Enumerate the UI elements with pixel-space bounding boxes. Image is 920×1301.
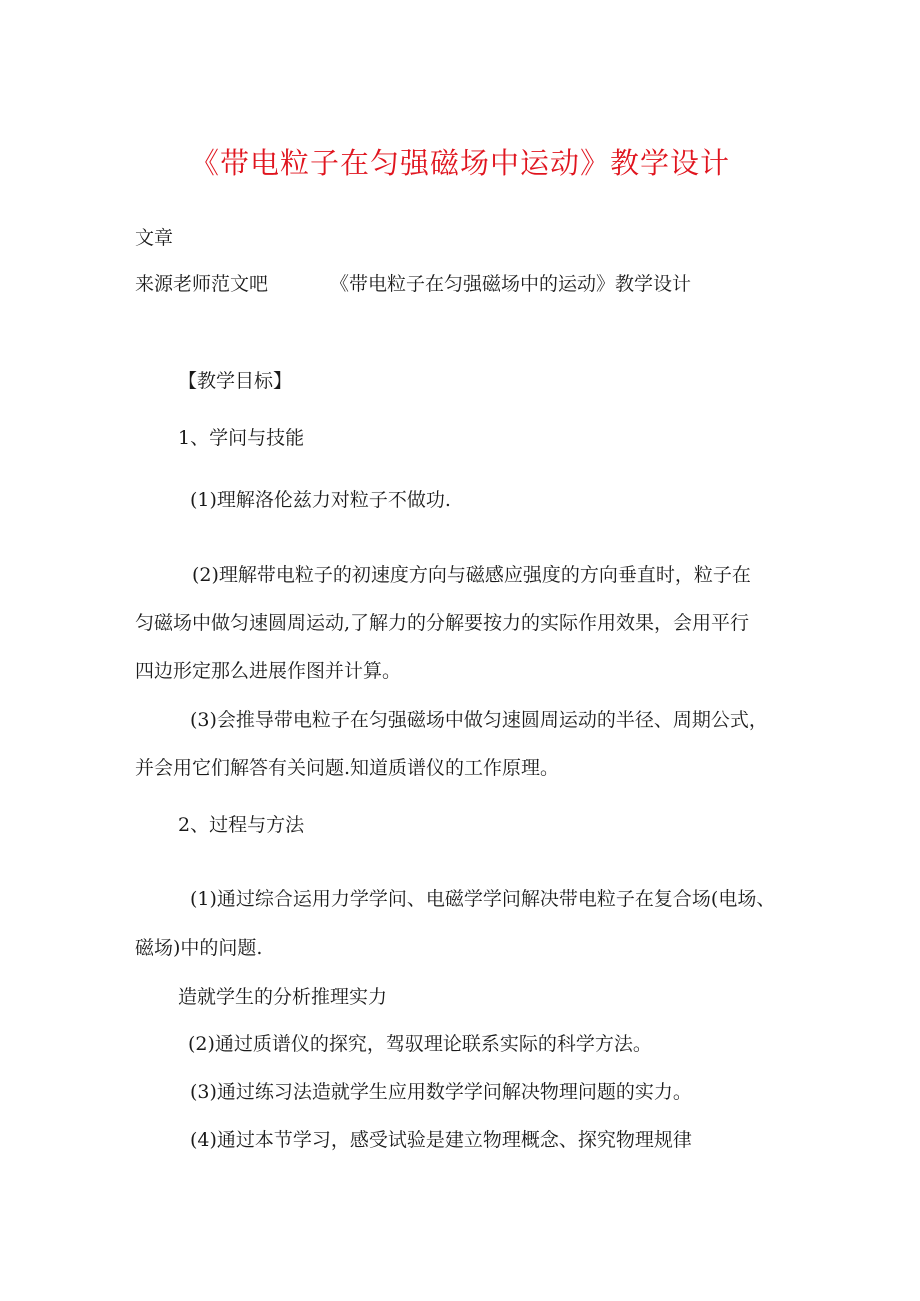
source-article-title: 《带电粒子在匀强磁场中的运动》教学设计	[330, 273, 692, 295]
paragraph-2-1-line-2: 磁场)中的问题.	[135, 937, 263, 959]
section-heading: 【教学目标】	[178, 370, 293, 392]
paragraph-1-3-line-1: (3)会推导带电粒子在匀强磁场中做匀速圆周运动的半径、周期公式，	[190, 709, 768, 731]
paragraph-1-1: (1)理解洛伦兹力对粒子不做功.	[190, 489, 451, 511]
subsection-heading-2: 2、过程与方法	[178, 814, 305, 836]
source-site: 来源老师范文吧	[135, 273, 269, 295]
paragraph-1-2-line-2: 匀磁场中做匀速圆周运动,了解力的分解要按力的实际作用效果，会用平行	[135, 612, 750, 634]
paragraph-2-3: (3)通过练习法造就学生应用数学学问解决物理问题的实力。	[190, 1081, 692, 1103]
subsection-heading-1: 1、学问与技能	[178, 427, 305, 449]
paragraph-2-4: (4)通过本节学习，感受试验是建立物理概念、探究物理规律	[190, 1129, 692, 1151]
document-title: 《带电粒子在匀强磁场中运动》教学设计	[189, 146, 730, 180]
paragraph-1-3-line-2: 并会用它们解答有关问题.知道质谱仪的工作原理。	[135, 757, 560, 779]
source-label: 文章	[135, 227, 174, 249]
paragraph-2-1-line-3: 造就学生的分析推理实力	[178, 986, 388, 1008]
paragraph-1-2-line-1: (2)理解带电粒子的初速度方向与磁感应强度的方向垂直时，粒子在	[192, 564, 751, 586]
paragraph-2-2: (2)通过质谱仪的探究，驾驭理论联系实际的科学方法。	[188, 1033, 652, 1055]
paragraph-2-1-line-1: (1)通过综合运用力学学问、电磁学学问解决带电粒子在复合场(电场、	[190, 888, 776, 910]
paragraph-1-2-line-3: 四边形定那么进展作图并计算。	[135, 660, 402, 682]
source-line	[135, 272, 691, 296]
